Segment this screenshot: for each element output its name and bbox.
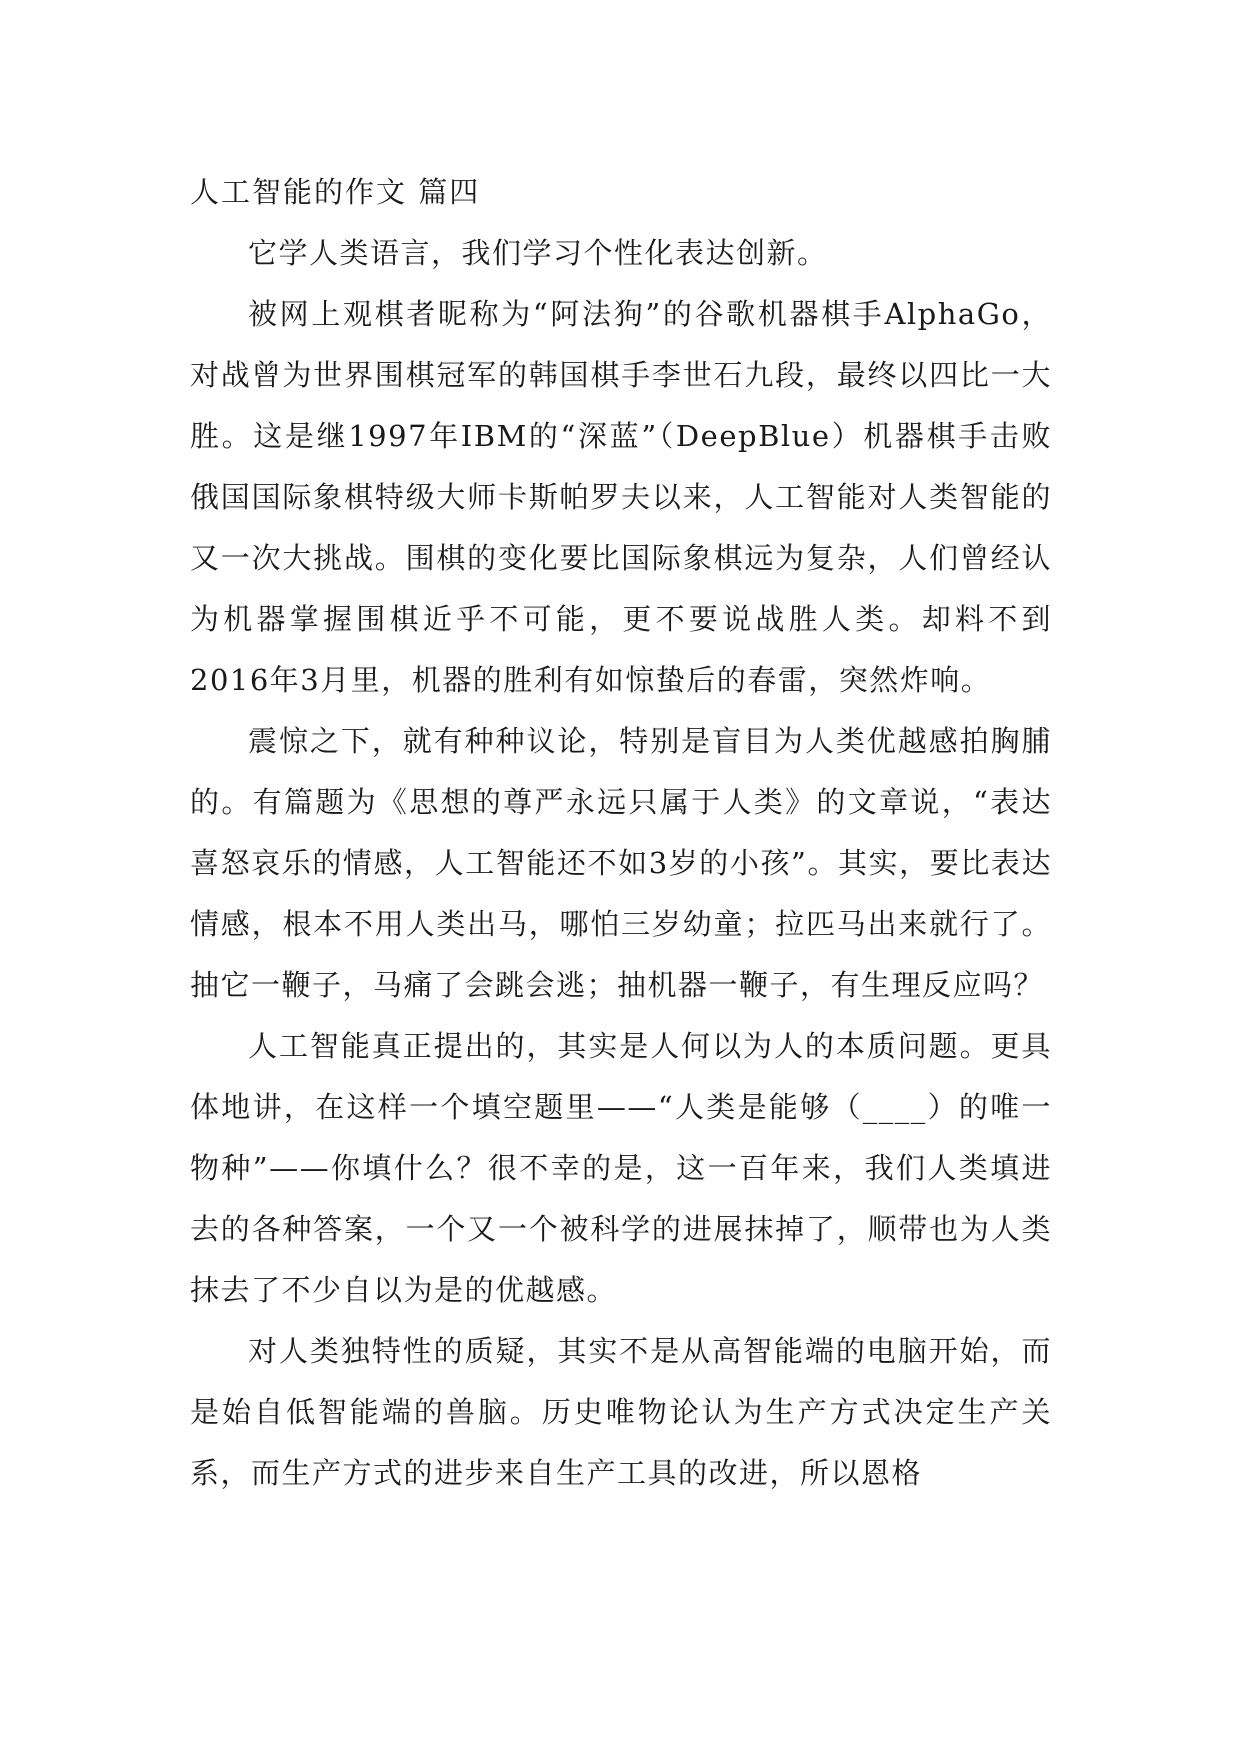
paragraph-4: 人工智能真正提出的，其实是人何以为人的本质问题。更具体地讲，在这样一个填空题里——“人类是能够（____）的唯一物种”——你填什么？很不幸的是，这一百年来，我们人类填进去的各种答案，一个又一个被科学的进展抹掉了，顺带也为人类抹去了不少自以为是的优越感。: [190, 1029, 1052, 1307]
paragraph-5: 对人类独特性的质疑，其实不是从高智能端的电脑开始，而是始自低智能端的兽脑。历史唯物论认为生产方式决定生产关系，而生产方式的进步来自生产工具的改进，所以恩格: [190, 1334, 1052, 1490]
paragraph-1: 它学人类语言，我们学习个性化表达创新。: [248, 236, 828, 270]
document-title: 人工智能的作文 篇四: [190, 175, 481, 209]
document-body: [190, 162, 1052, 1504]
paragraph-2: 被网上观棋者昵称为“阿法狗”的谷歌机器棋手AlphaGo，对战曾为世界围棋冠军的韩国棋手李世石九段，最终以四比一大胜。这是继1997年IBM的“深蓝”（DeepBlue）机器棋手击败俄国国际象棋特级大师卡斯帕罗夫以来，人工智能对人类智能的又一次大挑战。围棋的变化要比国际象棋远为复杂，人们曾经认为机器掌握围棋近乎不可能，更不要说战胜人类。却料不到2016年3月里，机器的胜利有如惊蛰后的春雷，突然炸响。: [190, 297, 1052, 697]
paragraph-3: 震惊之下，就有种种议论，特别是盲目为人类优越感拍胸脯的。有篇题为《思想的尊严永远只属于人类》的文章说，“表达喜怒哀乐的情感，人工智能还不如3岁的小孩”。其实，要比表达情感，根本不用人类出马，哪怕三岁幼童；拉匹马出来就行了。抽它一鞭子，马痛了会跳会逃；抽机器一鞭子，有生理反应吗？: [190, 724, 1052, 1002]
